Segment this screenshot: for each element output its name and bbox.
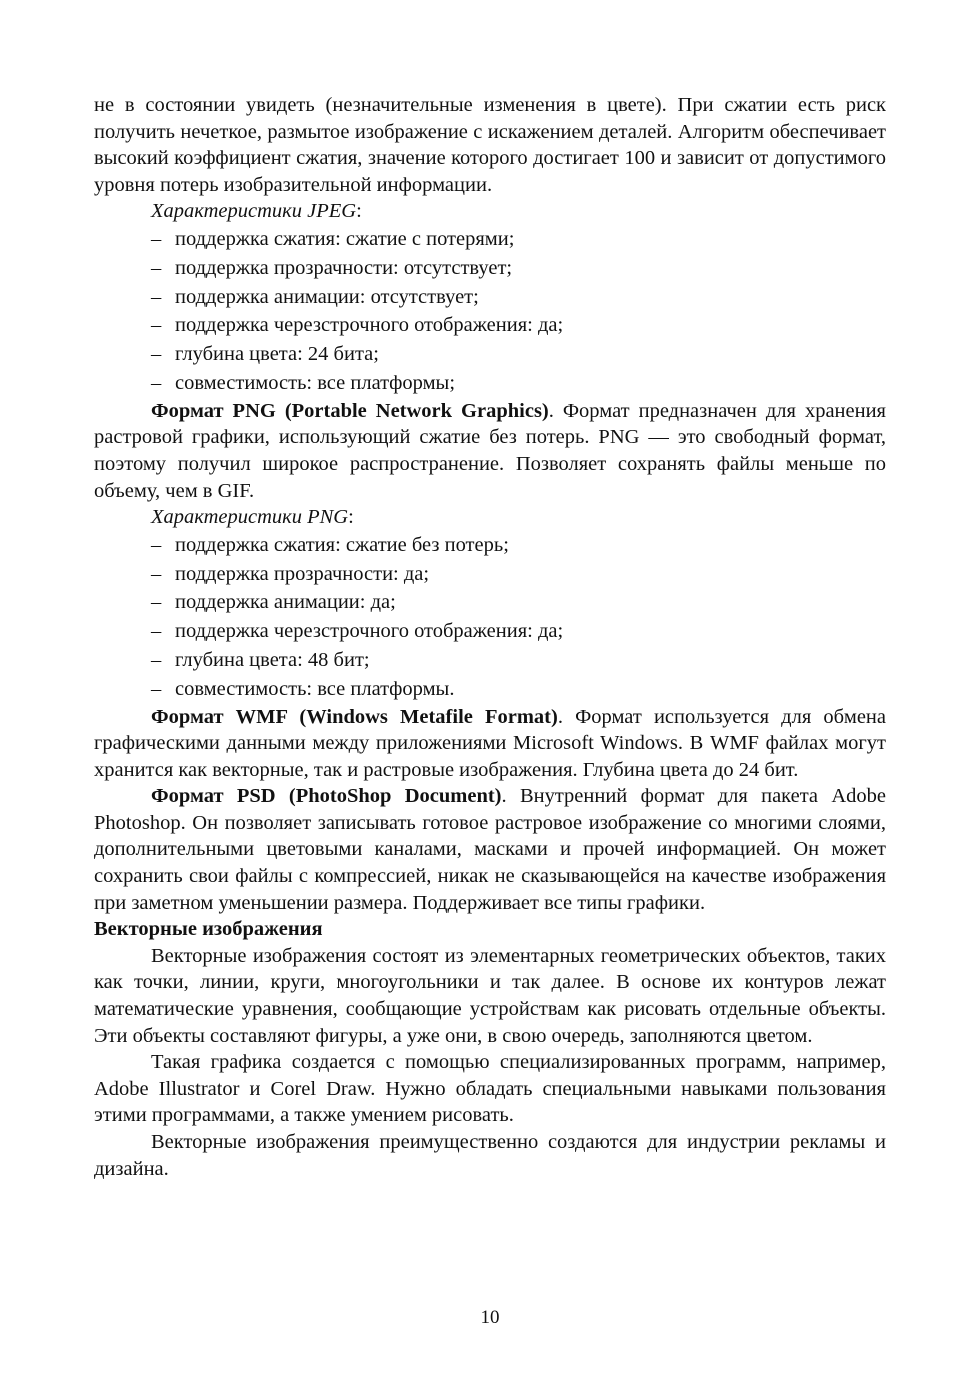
wmf-paragraph [94, 704, 886, 784]
jpeg-heading-colon: : [356, 200, 362, 223]
psd-format-title: Формат PSD (PhotoShop Document) [151, 785, 502, 808]
list-item: – совместимость: все платформы. [151, 675, 886, 704]
list-item: – совместимость: все платформы; [151, 369, 886, 398]
png-heading-colon: : [348, 506, 354, 529]
list-item: – поддержка черезстрочного отображения: да; [151, 311, 886, 340]
psd-paragraph [94, 783, 886, 916]
jpeg-characteristics-list [94, 225, 886, 398]
vector-paragraph: Векторные изображения состоят из элементарных геометрических объектов, таких как точки, линии, круги, многоугольники и так далее. В основе их контуров лежат математические уравнения, сообщающие устройствам как рисовать отдельные объекты. Эти объекты составляют фигуры, а уже они, в свою очередь, заполняются цветом. [94, 944, 886, 1047]
png-characteristics-list [94, 531, 886, 704]
vector-paragraph: Такая графика создается с помощью специализированных программ, например, Adobe Illustrator и Corel Draw. Нужно обладать специальными навыками пользования этими программами, а также умением рисовать. [94, 1051, 886, 1127]
list-item: – поддержка прозрачности: отсутствует; [151, 254, 886, 283]
psd-format-text: . Внутренний формат для пакета Adobe Photoshop. Он позволяет записывать готовое растровое изображение со многими слоями, дополнительными цветовыми каналами, масками и прочей информацией. Он может сохранить свои файлы с компрессией, никак не сказывающейся на качестве изображения при заметном уменьшении размера. Поддерживает все типы графики. [94, 785, 886, 914]
png-characteristics-heading [94, 504, 886, 531]
vector-paragraph: Векторные изображения преимущественно создаются для индустрии рекламы и дизайна. [94, 1131, 886, 1180]
wmf-format-title: Формат WMF (Windows Metafile Format) [151, 705, 558, 728]
png-format-text: . Формат предназначен для хранения растровой графики, использующий сжатие без потерь. PNG — это свободный формат, поэтому получил широкое распространение. Позволяет сохранять файлы меньше по объему, чем в GIF. [94, 399, 886, 502]
list-item: – поддержка сжатия: сжатие без потерь; [151, 531, 886, 560]
wmf-format-text: . Формат используется для обмена графическими данными между приложениями Microsoft Windows. В WMF файлах могут хранится как векторные, так и растровые изображения. Глубина цвета до 24 бит. [94, 705, 886, 781]
list-item: – поддержка анимации: да; [151, 588, 886, 617]
list-item: – поддержка сжатия: сжатие с потерями; [151, 225, 886, 254]
page-number: 10 [480, 1307, 500, 1328]
list-item: – глубина цвета: 24 бита; [151, 340, 886, 369]
list-item: – поддержка черезстрочного отображения: да; [151, 617, 886, 646]
list-item: – поддержка прозрачности: да; [151, 560, 886, 589]
document-page [94, 92, 886, 1182]
png-paragraph [94, 398, 886, 504]
intro-paragraph: не в состоянии увидеть (незначительные изменения в цвете). При сжатии есть риск получить нечеткое, размытое изображение с искажением деталей. Алгоритм обеспечивает высокий коэффициент сжатия, значение которого достигает 100 и зависит от допустимого уровня потерь изобразительной информации. [94, 94, 886, 196]
jpeg-characteristics-heading [94, 198, 886, 225]
list-item: – поддержка анимации: отсутствует; [151, 283, 886, 312]
jpeg-heading-text: Характеристики JPEG [151, 200, 357, 223]
png-heading-text: Характеристики PNG [151, 506, 349, 529]
list-item: – глубина цвета: 48 бит; [151, 646, 886, 675]
png-format-title: Формат PNG (Portable Network Graphics) [151, 399, 549, 422]
vector-images-section-title: Векторные изображения [94, 918, 323, 941]
